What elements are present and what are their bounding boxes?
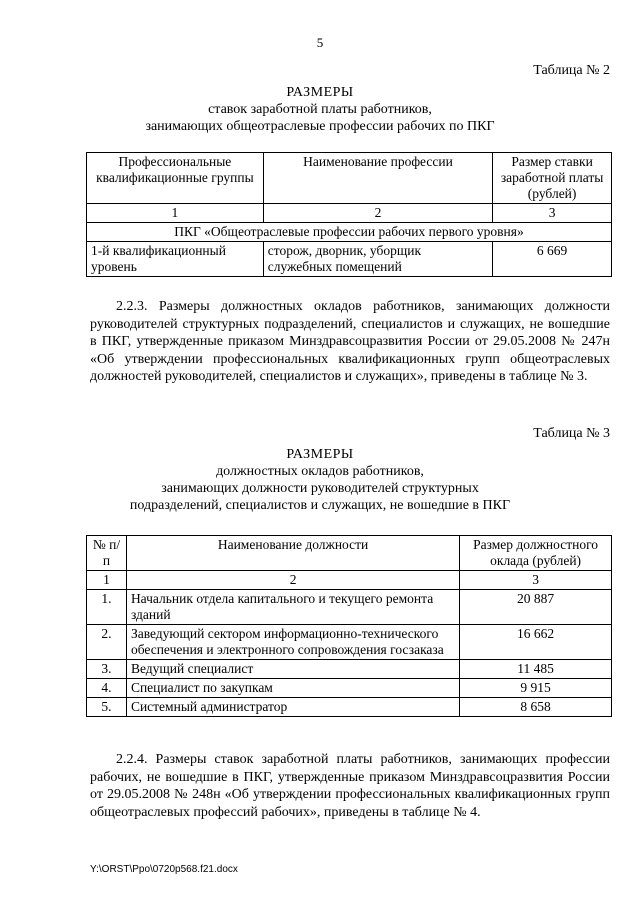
table2-heading bbox=[0, 84, 640, 135]
table3-salary-cell: 20 887 bbox=[460, 590, 612, 625]
table2-colnum: 3 bbox=[493, 204, 612, 223]
table3-salary-cell: 8 658 bbox=[460, 698, 612, 717]
table3-title: РАЗМЕРЫ bbox=[286, 447, 354, 462]
table2-subtitle-1: ставок заработной платы работников, bbox=[208, 102, 432, 117]
table2-group-row bbox=[87, 223, 612, 242]
table2-header-cell: Профессиональные квалификационные группы bbox=[87, 153, 264, 204]
table3-position-cell: Системный администратор bbox=[126, 698, 459, 717]
table3-colnum: 2 bbox=[126, 571, 459, 590]
table2-profession-cell: сторож, дворник, уборщик служебных помещений bbox=[263, 242, 492, 277]
table3-position-cell: Ведущий специалист bbox=[126, 660, 459, 679]
table3-colnum: 1 bbox=[87, 571, 127, 590]
table2-title: РАЗМЕРЫ bbox=[286, 85, 354, 100]
table-row bbox=[87, 242, 612, 277]
table3-num-cell: 1. bbox=[87, 590, 127, 625]
table2-colnum-row bbox=[87, 204, 612, 223]
table3-salary-cell: 11 485 bbox=[460, 660, 612, 679]
file-path-footer: Y:\ORST\Ppo\0720p568.f21.docx bbox=[90, 864, 238, 875]
paragraph-2-2-3-text: 2.2.3. Размеры должностных окладов работников, занимающих должности руководителей структурных подразделений, специалистов и служащих, не вошедшие в ПКГ, утвержденные приказом Минздравсоцразвития России от 29.05.2008 № 247н «Об утверждении профессиональных квалификационных групп общеотраслевых должностей руководителей, специалистов и служащих», приведены в таблице № 3. bbox=[90, 299, 610, 384]
table3-num-cell: 5. bbox=[87, 698, 127, 717]
table2-header-cell: Наименование профессии bbox=[263, 153, 492, 204]
table3-header-cell: № п/п bbox=[87, 536, 127, 571]
table-row bbox=[87, 660, 612, 679]
table3-subtitle-2: занимающих должности руководителей структурных bbox=[161, 481, 479, 496]
table3-colnum-row bbox=[87, 571, 612, 590]
table3-header-cell: Размер должностного оклада (рублей) bbox=[460, 536, 612, 571]
table3-position-cell: Специалист по закупкам bbox=[126, 679, 459, 698]
table3-position-cell: Заведующий сектором информационно-технического обеспечения и электронного сопровождения госзаказа bbox=[126, 625, 459, 660]
table2-colnum: 2 bbox=[263, 204, 492, 223]
table-row bbox=[87, 590, 612, 625]
table-row bbox=[87, 698, 612, 717]
table3-num-cell: 3. bbox=[87, 660, 127, 679]
table2-header-cell: Размер ставки заработной платы (рублей) bbox=[493, 153, 612, 204]
paragraph-2-2-4 bbox=[90, 751, 610, 821]
table3-salary-cell: 16 662 bbox=[460, 625, 612, 660]
table3-num-cell: 4. bbox=[87, 679, 127, 698]
paragraph-2-2-4-text: 2.2.4. Размеры ставок заработной платы работников, занимающих профессии рабочих, не вошедшие в ПКГ, утвержденные приказом Минздравсоцразвития России от 29.05.2008 № 248н «Об утверждении профессиональных квалификационных групп общеотраслевых профессий рабочих», приведены в таблице № 4. bbox=[90, 752, 610, 820]
table3-salary-cell: 9 915 bbox=[460, 679, 612, 698]
table2-group-label: ПКГ «Общеотраслевые профессии рабочих первого уровня» bbox=[87, 223, 612, 242]
table3-caption: Таблица № 3 bbox=[533, 426, 610, 441]
table3 bbox=[86, 535, 612, 717]
table2-colnum: 1 bbox=[87, 204, 264, 223]
table2-header-row bbox=[87, 153, 612, 204]
table2-rate-cell: 6 669 bbox=[493, 242, 612, 277]
table3-colnum: 3 bbox=[460, 571, 612, 590]
page-number: 5 bbox=[316, 35, 324, 50]
table2-subtitle-2: занимающих общеотраслевые профессии рабочих по ПКГ bbox=[145, 119, 495, 134]
table2 bbox=[86, 152, 612, 277]
paragraph-2-2-3 bbox=[90, 298, 610, 386]
table3-subtitle-1: должностных окладов работников, bbox=[216, 464, 424, 479]
table3-heading bbox=[0, 446, 640, 514]
table3-header-cell: Наименование должности bbox=[126, 536, 459, 571]
table2-level-cell: 1-й квалификационный уровень bbox=[87, 242, 264, 277]
table2-caption: Таблица № 2 bbox=[533, 63, 610, 78]
table3-header-row bbox=[87, 536, 612, 571]
table3-subtitle-3: подразделений, специалистов и служащих, не вошедшие в ПКГ bbox=[129, 498, 511, 513]
table3-position-cell: Начальник отдела капитального и текущего ремонта зданий bbox=[126, 590, 459, 625]
table3-num-cell: 2. bbox=[87, 625, 127, 660]
table-row bbox=[87, 679, 612, 698]
table-row bbox=[87, 625, 612, 660]
